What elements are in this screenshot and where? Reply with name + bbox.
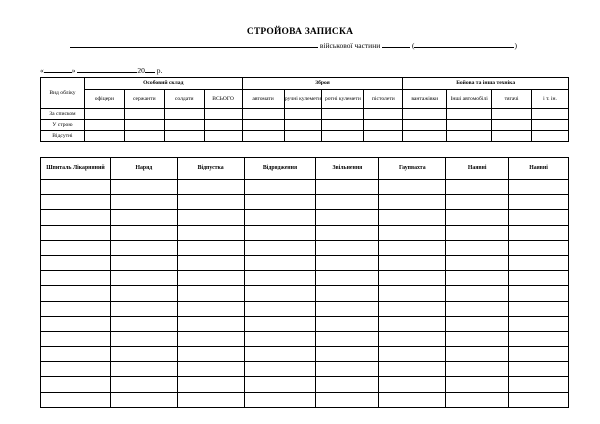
table-cell[interactable] [41,331,111,346]
table-cell[interactable] [110,286,177,301]
table-cell[interactable] [379,392,446,407]
column-header: вантажівки [403,90,447,109]
table-cell[interactable] [379,331,446,346]
column-header: тягачі [492,90,532,109]
table-cell[interactable] [204,109,242,120]
table-cell[interactable] [84,120,124,131]
date-close-quote: » [71,66,76,75]
table-cell[interactable] [532,120,569,131]
table-cell[interactable] [110,301,177,316]
row-label: У строю [41,120,85,131]
table-cell[interactable] [316,347,379,362]
table-cell[interactable] [509,240,569,255]
table-cell[interactable] [41,240,111,255]
column-header: ручні кулемети [284,90,322,109]
table-cell[interactable] [177,271,244,286]
table-cell[interactable] [446,301,509,316]
table-cell[interactable] [177,392,244,407]
table-cell[interactable] [177,240,244,255]
table-cell[interactable] [509,362,569,377]
table-cell[interactable] [110,347,177,362]
table-cell[interactable] [284,131,322,142]
table-cell[interactable] [446,362,509,377]
table-cell[interactable] [41,255,111,270]
table-cell[interactable] [244,331,316,346]
table-cell[interactable] [316,210,379,225]
table-cell[interactable] [177,362,244,377]
table-cell[interactable] [110,180,177,195]
table-cell[interactable] [509,255,569,270]
table-row [41,301,569,316]
table-cell[interactable] [177,210,244,225]
table-cell[interactable] [492,131,532,142]
table-cell[interactable] [509,271,569,286]
unit-name-blank[interactable] [70,39,318,48]
table-cell[interactable] [164,109,204,120]
table-cell[interactable] [532,131,569,142]
table-cell[interactable] [84,109,124,120]
table-cell[interactable] [244,195,316,210]
table-row [41,271,569,286]
table-cell[interactable] [509,316,569,331]
table-cell[interactable] [447,120,492,131]
table-row [41,255,569,270]
column-header: Відрядження [244,158,316,180]
table-cell[interactable] [447,109,492,120]
table-row [41,180,569,195]
table-cell[interactable] [316,377,379,392]
year-blank[interactable] [145,64,155,73]
table-cell[interactable] [41,301,111,316]
year-suffix: р. [156,66,163,75]
table-cell[interactable] [316,255,379,270]
table-cell[interactable] [379,316,446,331]
table-row [41,392,569,407]
table-cell[interactable] [447,131,492,142]
table-cell[interactable] [41,392,111,407]
column-header: Інші автомобілі [447,90,492,109]
table-cell[interactable] [364,109,403,120]
unit-location-blank[interactable] [411,39,514,50]
table-row [41,377,569,392]
table-cell[interactable] [244,255,316,270]
table-cell[interactable] [177,286,244,301]
table-cell[interactable] [316,240,379,255]
table-cell[interactable] [379,210,446,225]
table-cell[interactable] [177,331,244,346]
table-cell[interactable] [41,286,111,301]
table-cell[interactable] [316,286,379,301]
column-header: і т. ін. [532,90,569,109]
unit-label: військової частини [319,41,381,50]
table-cell[interactable] [379,255,446,270]
table-cell[interactable] [446,377,509,392]
table-cell[interactable] [379,225,446,240]
table-cell[interactable] [509,301,569,316]
column-header: Наявні [446,158,509,180]
table-cell[interactable] [446,180,509,195]
table-cell[interactable] [316,331,379,346]
table-cell[interactable] [446,271,509,286]
table-cell[interactable] [244,271,316,286]
table-cell[interactable] [177,225,244,240]
table-cell[interactable] [316,195,379,210]
month-blank[interactable] [77,64,137,73]
table-cell[interactable] [244,210,316,225]
table-row [41,240,569,255]
table-cell[interactable] [284,120,322,131]
row-label: За списком [41,109,85,120]
table-cell[interactable] [403,109,447,120]
table-cell[interactable] [509,225,569,240]
table-cell[interactable] [110,195,177,210]
table-cell[interactable] [446,240,509,255]
table-cell[interactable] [446,347,509,362]
row-label: Відсутні [41,131,85,142]
table-cell[interactable] [509,210,569,225]
table-cell[interactable] [379,362,446,377]
table-cell[interactable] [41,210,111,225]
table-cell[interactable] [492,120,532,131]
table-cell[interactable] [316,301,379,316]
table-cell[interactable] [244,180,316,195]
unit-number-blank[interactable] [382,39,410,48]
table-cell[interactable] [403,131,447,142]
table-cell[interactable] [322,131,364,142]
table-cell[interactable] [41,316,111,331]
table-cell[interactable] [242,109,284,120]
table-cell[interactable] [177,301,244,316]
unit-line [70,39,550,51]
table-row [41,225,569,240]
table-cell[interactable] [110,377,177,392]
table-cell[interactable] [242,120,284,131]
table-cell[interactable] [316,362,379,377]
group-weapons: Зброя [242,78,403,90]
table-cell[interactable] [41,347,111,362]
table-cell[interactable] [509,286,569,301]
table-cell[interactable] [177,180,244,195]
table-cell[interactable] [446,225,509,240]
table-cell[interactable] [446,210,509,225]
table-cell[interactable] [244,240,316,255]
absence-table [40,157,569,408]
table-cell[interactable] [177,347,244,362]
table-cell[interactable] [446,392,509,407]
table-cell[interactable] [492,109,532,120]
column-header: сержанти [124,90,164,109]
column-header: Звільнення [316,158,379,180]
table-cell[interactable] [244,377,316,392]
table-cell[interactable] [110,210,177,225]
column-header: Гаупвахта [379,158,446,180]
column-header: Наявні [509,158,569,180]
table-cell[interactable] [509,392,569,407]
table-cell[interactable] [379,347,446,362]
day-blank[interactable] [44,64,72,73]
table-cell[interactable] [244,301,316,316]
table-cell[interactable] [446,286,509,301]
table-cell[interactable] [124,120,164,131]
table-row [41,286,569,301]
table-cell[interactable] [110,362,177,377]
table-cell[interactable] [379,180,446,195]
date-line [40,64,162,76]
table-cell[interactable] [379,271,446,286]
table-cell[interactable] [41,271,111,286]
table-cell[interactable] [322,109,364,120]
table-cell[interactable] [177,195,244,210]
table-cell[interactable] [509,377,569,392]
table-cell[interactable] [41,377,111,392]
column-header: автомати [242,90,284,109]
strength-table [40,77,569,142]
column-header: офіцери [84,90,124,109]
table-cell[interactable] [316,180,379,195]
table-cell[interactable] [164,131,204,142]
table-cell[interactable] [204,120,242,131]
table-cell[interactable] [124,109,164,120]
table-cell[interactable] [242,131,284,142]
table-cell[interactable] [244,225,316,240]
table-cell[interactable] [509,347,569,362]
table-row [41,316,569,331]
table-cell[interactable] [509,195,569,210]
table-cell[interactable] [403,120,447,131]
table-cell[interactable] [316,271,379,286]
column-header: Шпиталь Лікарняний [41,158,111,180]
table-cell[interactable] [532,109,569,120]
column-header: Відпустка [177,158,244,180]
table-row [41,362,569,377]
table-cell[interactable] [41,180,111,195]
date-open-quote: « [40,66,44,75]
table-cell[interactable] [379,240,446,255]
table-cell[interactable] [110,331,177,346]
table-cell[interactable] [177,316,244,331]
table-cell[interactable] [379,377,446,392]
column-header: пістолети [364,90,403,109]
table-cell[interactable] [316,392,379,407]
table-cell[interactable] [509,331,569,346]
table-cell[interactable] [177,255,244,270]
table-cell[interactable] [284,109,322,120]
table-row [41,120,569,131]
table-cell[interactable] [110,255,177,270]
open-paren: ( [411,41,415,50]
table-row [41,109,569,120]
table-cell[interactable] [364,131,403,142]
table-cell[interactable] [124,131,164,142]
table-cell[interactable] [110,316,177,331]
column-header: Наряд [110,158,177,180]
table-row [41,331,569,346]
table-cell[interactable] [204,131,242,142]
row-label-header: Вид обліку [41,78,85,109]
table-cell[interactable] [322,120,364,131]
table-cell[interactable] [446,255,509,270]
table-cell[interactable] [379,286,446,301]
table-cell[interactable] [41,362,111,377]
table-row [41,347,569,362]
group-personnel: Особовий склад [84,78,242,90]
table-cell[interactable] [41,195,111,210]
table-row [41,131,569,142]
table-cell[interactable] [379,195,446,210]
table-cell[interactable] [110,240,177,255]
table-cell[interactable] [446,195,509,210]
group-vehicles: Бойова та інша техніка [403,78,569,90]
table-cell[interactable] [316,225,379,240]
table-cell[interactable] [446,316,509,331]
table-cell[interactable] [509,180,569,195]
table-cell[interactable] [244,392,316,407]
table-cell[interactable] [316,316,379,331]
table-cell[interactable] [177,377,244,392]
table-cell[interactable] [110,225,177,240]
column-header: солдати [164,90,204,109]
table-cell[interactable] [244,286,316,301]
table-cell[interactable] [446,331,509,346]
table-cell[interactable] [379,301,446,316]
column-header: ВСЬОГО [204,90,242,109]
table-cell[interactable] [244,347,316,362]
table-row [41,210,569,225]
table-cell[interactable] [244,316,316,331]
document-title: СТРОЙОВА ЗАПИСКА [246,27,354,37]
close-paren: ) [514,41,517,50]
table-cell[interactable] [110,271,177,286]
table-cell[interactable] [84,131,124,142]
column-header: ротні кулемети [322,90,364,109]
year-prefix: 20 [137,66,145,75]
table-cell[interactable] [244,362,316,377]
table-cell[interactable] [364,120,403,131]
table-row [41,195,569,210]
table-cell[interactable] [41,225,111,240]
table-cell[interactable] [110,392,177,407]
table-cell[interactable] [164,120,204,131]
